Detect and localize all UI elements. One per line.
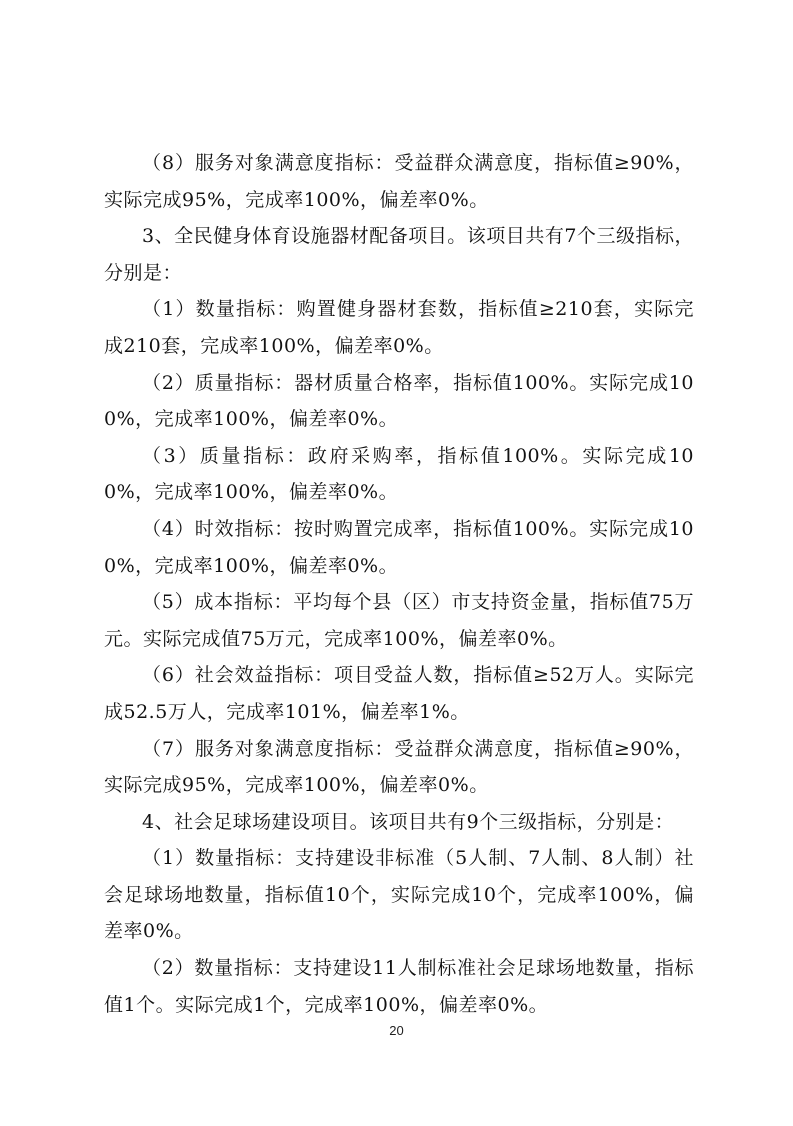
document-body — [104, 145, 694, 1023]
paragraph-cost-indicator-5: （5）成本指标：平均每个县（区）市支持资金量，指标值75万元。实际完成值75万元，完成率100%，偏差率0%。 — [104, 591, 694, 650]
paragraph-quantity-indicator-1: （1）数量指标：购置健身器材套数，指标值≥210套，实际完成210套，完成率100%，偏差率0%。 — [104, 298, 694, 357]
paragraph-football-quantity-indicator-1: （1）数量指标：支持建设非标准（5人制、7人制、8人制）社会足球场地数量，指标值10个，实际完成10个，完成率100%，偏差率0%。 — [104, 847, 694, 943]
paragraph-quality-indicator-3: （3）质量指标：政府采购率，指标值100%。实际完成100%，完成率100%，偏差率0%。 — [104, 444, 694, 504]
paragraph-quality-indicator-2: （2）质量指标：器材质量合格率，指标值100%。实际完成100%，完成率100%，偏差率0%。 — [104, 371, 694, 431]
paragraph-football-quantity-indicator-2: （2）数量指标：支持建设11人制标准社会足球场地数量，指标值1个。实际完成1个，完成率100%，偏差率0%。 — [104, 957, 694, 1016]
paragraph-satisfaction-indicator-8: （8）服务对象满意度指标：受益群众满意度，指标值≥90%，实际完成95%，完成率100%，偏差率0%。 — [104, 152, 694, 211]
paragraph-satisfaction-indicator-7: （7）服务对象满意度指标：受益群众满意度，指标值≥90%，实际完成95%，完成率100%，偏差率0%。 — [104, 737, 694, 797]
paragraph-football-field-project: 4、社会足球场建设项目。该项目共有9个三级指标，分别是： — [142, 810, 675, 833]
page-number: 20 — [389, 1023, 404, 1038]
paragraph-timeliness-indicator-4: （4）时效指标：按时购置完成率，指标值100%。实际完成100%，完成率100%，偏差率0%。 — [104, 517, 694, 577]
paragraph-social-benefit-indicator-6: （6）社会效益指标：项目受益人数，指标值≥52万人。实际完成52.5万人，完成率101%，偏差率1%。 — [104, 664, 694, 723]
paragraph-fitness-equipment-project: 3、全民健身体育设施器材配备项目。该项目共有7个三级指标，分别是： — [104, 225, 694, 284]
